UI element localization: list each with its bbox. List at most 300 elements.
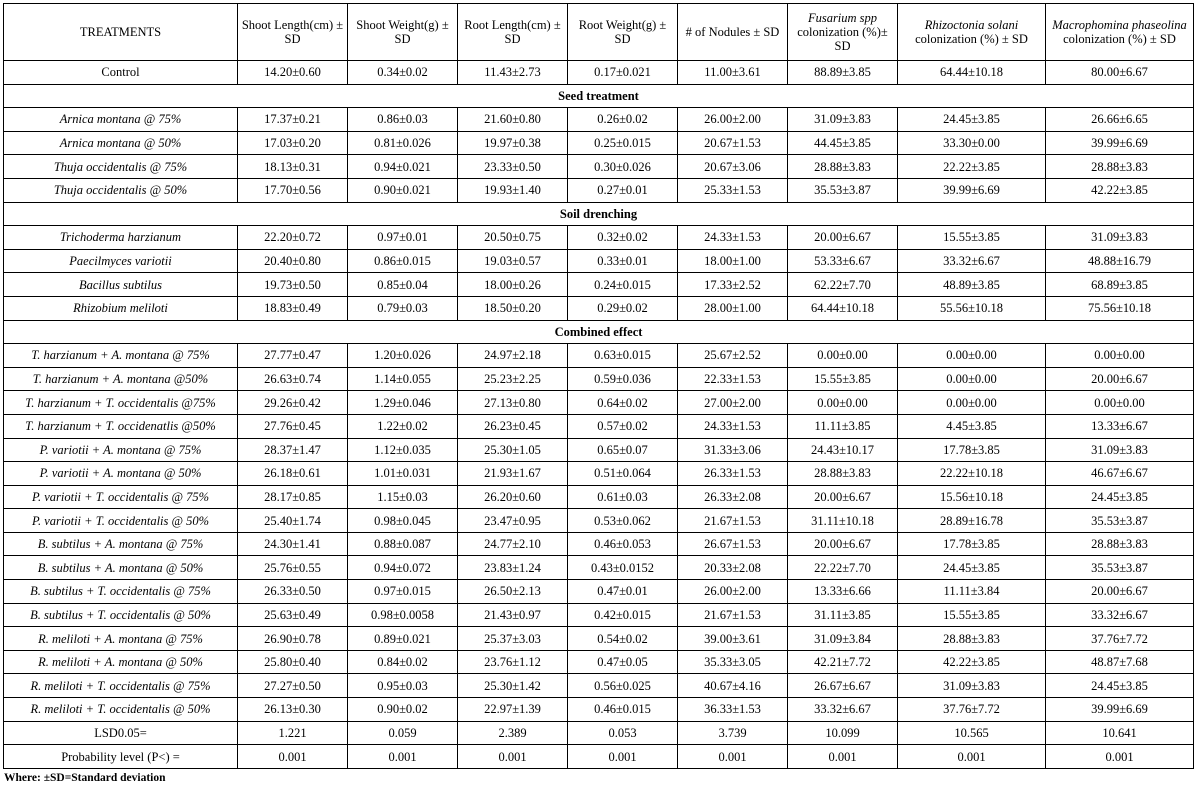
value-cell: 35.53±3.87 — [788, 178, 898, 202]
value-cell: 42.22±3.85 — [898, 650, 1046, 674]
value-cell: 0.43±0.0152 — [568, 556, 678, 580]
value-cell: 21.43±0.97 — [458, 603, 568, 627]
treatment-cell: R. meliloti + T. occidentalis @ 75% — [4, 674, 238, 698]
section-header-row — [4, 202, 1194, 226]
value-cell: 0.51±0.064 — [568, 462, 678, 486]
treatment-cell: Arnica montana @ 75% — [4, 108, 238, 132]
value-cell: 0.88±0.087 — [348, 532, 458, 556]
value-cell: 17.03±0.20 — [238, 131, 348, 155]
value-cell: 0.63±0.015 — [568, 344, 678, 368]
value-cell: 18.13±0.31 — [238, 155, 348, 179]
value-cell: 18.00±0.26 — [458, 273, 568, 297]
column-header — [348, 4, 458, 61]
table-row — [4, 674, 1194, 698]
value-cell: 14.20±0.60 — [238, 61, 348, 85]
section-label: Seed treatment — [4, 84, 1194, 108]
value-cell: 24.45±3.85 — [1046, 485, 1194, 509]
section-header-row — [4, 320, 1194, 344]
value-cell: 15.55±3.85 — [898, 603, 1046, 627]
section-label: Soil drenching — [4, 202, 1194, 226]
value-cell: 31.09±3.84 — [788, 627, 898, 651]
value-cell: 40.67±4.16 — [678, 674, 788, 698]
value-cell: 26.13±0.30 — [238, 698, 348, 722]
table-row — [4, 745, 1194, 769]
column-header — [788, 4, 898, 61]
table-row — [4, 131, 1194, 155]
value-cell: 0.59±0.036 — [568, 367, 678, 391]
table-row — [4, 532, 1194, 556]
value-cell: 18.00±1.00 — [678, 249, 788, 273]
value-cell: 26.90±0.78 — [238, 627, 348, 651]
value-cell: 37.76±7.72 — [898, 698, 1046, 722]
treatment-cell: T. harzianum + T. occidenatlis @50% — [4, 414, 238, 438]
value-cell: 19.93±1.40 — [458, 178, 568, 202]
table-row — [4, 627, 1194, 651]
value-cell: 0.42±0.015 — [568, 603, 678, 627]
value-cell: 28.88±3.83 — [788, 462, 898, 486]
treatment-cell: T. harzianum + T. occidentalis @75% — [4, 391, 238, 415]
value-cell: 0.001 — [348, 745, 458, 769]
table-row — [4, 249, 1194, 273]
treatment-cell: Rhizobium meliloti — [4, 296, 238, 320]
table-row — [4, 226, 1194, 250]
value-cell: 25.63±0.49 — [238, 603, 348, 627]
value-cell: 25.80±0.40 — [238, 650, 348, 674]
value-cell: 20.00±6.67 — [788, 532, 898, 556]
value-cell: 1.22±0.02 — [348, 414, 458, 438]
value-cell: 0.57±0.02 — [568, 414, 678, 438]
value-cell: 0.86±0.03 — [348, 108, 458, 132]
column-header-text: colonization (%) ± SD — [1063, 32, 1176, 46]
value-cell: 33.32±6.67 — [898, 249, 1046, 273]
column-header — [678, 4, 788, 61]
value-cell: 31.33±3.06 — [678, 438, 788, 462]
column-header-text: colonization (%) ± SD — [915, 32, 1028, 46]
table-row — [4, 344, 1194, 368]
value-cell: 0.97±0.015 — [348, 580, 458, 604]
value-cell: 26.67±1.53 — [678, 532, 788, 556]
value-cell: 0.61±0.03 — [568, 485, 678, 509]
column-header-species: Fusarium spp — [807, 11, 878, 25]
value-cell: 26.20±0.60 — [458, 485, 568, 509]
table-body — [4, 61, 1194, 769]
value-cell: 26.50±2.13 — [458, 580, 568, 604]
value-cell: 26.33±1.53 — [678, 462, 788, 486]
value-cell: 22.22±10.18 — [898, 462, 1046, 486]
value-cell: 48.87±7.68 — [1046, 650, 1194, 674]
value-cell: 13.33±6.67 — [1046, 414, 1194, 438]
value-cell: 31.09±3.83 — [1046, 226, 1194, 250]
value-cell: 0.059 — [348, 721, 458, 745]
value-cell: 2.389 — [458, 721, 568, 745]
value-cell: 28.37±1.47 — [238, 438, 348, 462]
column-header-text: # of Nodules ± SD — [685, 25, 780, 39]
table-row — [4, 721, 1194, 745]
value-cell: 27.77±0.47 — [238, 344, 348, 368]
table-row — [4, 414, 1194, 438]
value-cell: 11.00±3.61 — [678, 61, 788, 85]
value-cell: 26.66±6.65 — [1046, 108, 1194, 132]
value-cell: 1.12±0.035 — [348, 438, 458, 462]
value-cell: 0.24±0.015 — [568, 273, 678, 297]
value-cell: 48.89±3.85 — [898, 273, 1046, 297]
table-row — [4, 580, 1194, 604]
value-cell: 0.90±0.021 — [348, 178, 458, 202]
value-cell: 31.11±3.85 — [788, 603, 898, 627]
value-cell: 42.22±3.85 — [1046, 178, 1194, 202]
value-cell: 18.50±0.20 — [458, 296, 568, 320]
value-cell: 21.60±0.80 — [458, 108, 568, 132]
value-cell: 1.221 — [238, 721, 348, 745]
value-cell: 27.00±2.00 — [678, 391, 788, 415]
column-header-species: Rhizoctonia solani — [924, 18, 1019, 32]
value-cell: 20.00±6.67 — [788, 485, 898, 509]
value-cell: 10.565 — [898, 721, 1046, 745]
value-cell: 31.09±3.83 — [1046, 438, 1194, 462]
value-cell: 68.89±3.85 — [1046, 273, 1194, 297]
value-cell: 24.45±3.85 — [898, 556, 1046, 580]
value-cell: 11.11±3.84 — [898, 580, 1046, 604]
table-row — [4, 391, 1194, 415]
value-cell: 28.00±1.00 — [678, 296, 788, 320]
value-cell: 0.25±0.015 — [568, 131, 678, 155]
value-cell: 25.67±2.52 — [678, 344, 788, 368]
treatment-cell: P. variotii + T. occidentalis @ 75% — [4, 485, 238, 509]
value-cell: 0.001 — [568, 745, 678, 769]
value-cell: 25.76±0.55 — [238, 556, 348, 580]
value-cell: 62.22±7.70 — [788, 273, 898, 297]
value-cell: 0.001 — [458, 745, 568, 769]
column-header-text: Root Length(cm) ± SD — [464, 18, 561, 46]
table-row — [4, 61, 1194, 85]
treatment-cell: B. subtilus + A. montana @ 50% — [4, 556, 238, 580]
value-cell: 20.00±6.67 — [1046, 367, 1194, 391]
value-cell: 26.33±2.08 — [678, 485, 788, 509]
value-cell: 35.53±3.87 — [1046, 556, 1194, 580]
value-cell: 0.81±0.026 — [348, 131, 458, 155]
value-cell: 55.56±10.18 — [898, 296, 1046, 320]
value-cell: 36.33±1.53 — [678, 698, 788, 722]
value-cell: 19.03±0.57 — [458, 249, 568, 273]
value-cell: 80.00±6.67 — [1046, 61, 1194, 85]
value-cell: 0.30±0.026 — [568, 155, 678, 179]
table-row — [4, 509, 1194, 533]
value-cell: 11.43±2.73 — [458, 61, 568, 85]
value-cell: 4.45±3.85 — [898, 414, 1046, 438]
value-cell: 17.33±2.52 — [678, 273, 788, 297]
value-cell: 19.73±0.50 — [238, 273, 348, 297]
treatment-cell: P. variotii + A. montana @ 50% — [4, 462, 238, 486]
value-cell: 18.83±0.49 — [238, 296, 348, 320]
treatment-cell: R. meliloti + T. occidentalis @ 50% — [4, 698, 238, 722]
treatment-cell: T. harzianum + A. montana @ 75% — [4, 344, 238, 368]
column-header-text: colonization (%)± SD — [797, 25, 888, 53]
value-cell: 0.34±0.02 — [348, 61, 458, 85]
value-cell: 29.26±0.42 — [238, 391, 348, 415]
value-cell: 0.95±0.03 — [348, 674, 458, 698]
value-cell: 0.84±0.02 — [348, 650, 458, 674]
value-cell: 1.20±0.026 — [348, 344, 458, 368]
value-cell: 11.11±3.85 — [788, 414, 898, 438]
value-cell: 1.01±0.031 — [348, 462, 458, 486]
value-cell: 24.97±2.18 — [458, 344, 568, 368]
value-cell: 17.37±0.21 — [238, 108, 348, 132]
value-cell: 33.32±6.67 — [788, 698, 898, 722]
value-cell: 0.053 — [568, 721, 678, 745]
value-cell: 42.21±7.72 — [788, 650, 898, 674]
column-header-text: Shoot Weight(g) ± SD — [356, 18, 449, 46]
treatment-cell: B. subtilus + A. montana @ 75% — [4, 532, 238, 556]
value-cell: 24.33±1.53 — [678, 226, 788, 250]
value-cell: 0.98±0.045 — [348, 509, 458, 533]
value-cell: 1.15±0.03 — [348, 485, 458, 509]
value-cell: 17.70±0.56 — [238, 178, 348, 202]
value-cell: 25.30±1.05 — [458, 438, 568, 462]
table-row — [4, 603, 1194, 627]
value-cell: 24.77±2.10 — [458, 532, 568, 556]
value-cell: 21.67±1.53 — [678, 603, 788, 627]
value-cell: 0.89±0.021 — [348, 627, 458, 651]
value-cell: 0.54±0.02 — [568, 627, 678, 651]
value-cell: 31.09±3.83 — [788, 108, 898, 132]
table-row — [4, 698, 1194, 722]
value-cell: 0.46±0.053 — [568, 532, 678, 556]
value-cell: 39.99±6.69 — [898, 178, 1046, 202]
column-header-text: TREATMENTS — [79, 25, 162, 39]
footnote: Where: ±SD=Standard deviation — [4, 772, 166, 784]
treatment-cell: Bacillus subtilus — [4, 273, 238, 297]
value-cell: 0.65±0.07 — [568, 438, 678, 462]
value-cell: 64.44±10.18 — [788, 296, 898, 320]
value-cell: 0.00±0.00 — [1046, 391, 1194, 415]
value-cell: 25.30±1.42 — [458, 674, 568, 698]
value-cell: 23.76±1.12 — [458, 650, 568, 674]
value-cell: 46.67±6.67 — [1046, 462, 1194, 486]
header-row — [4, 4, 1194, 61]
table-row — [4, 367, 1194, 391]
value-cell: 0.33±0.01 — [568, 249, 678, 273]
treatment-cell: P. variotii + T. occidentalis @ 50% — [4, 509, 238, 533]
value-cell: 0.32±0.02 — [568, 226, 678, 250]
treatment-cell: R. meliloti + A. montana @ 75% — [4, 627, 238, 651]
value-cell: 0.98±0.0058 — [348, 603, 458, 627]
section-header-row — [4, 84, 1194, 108]
value-cell: 35.53±3.87 — [1046, 509, 1194, 533]
value-cell: 15.55±3.85 — [898, 226, 1046, 250]
value-cell: 24.30±1.41 — [238, 532, 348, 556]
column-header — [458, 4, 568, 61]
column-header — [1046, 4, 1194, 61]
value-cell: 0.26±0.02 — [568, 108, 678, 132]
value-cell: 39.99±6.69 — [1046, 131, 1194, 155]
value-cell: 22.22±3.85 — [898, 155, 1046, 179]
table-row — [4, 296, 1194, 320]
value-cell: 53.33±6.67 — [788, 249, 898, 273]
value-cell: 35.33±3.05 — [678, 650, 788, 674]
value-cell: 0.56±0.025 — [568, 674, 678, 698]
value-cell: 23.83±1.24 — [458, 556, 568, 580]
table-row — [4, 155, 1194, 179]
treatment-cell: Trichoderma harzianum — [4, 226, 238, 250]
value-cell: 23.33±0.50 — [458, 155, 568, 179]
value-cell: 0.001 — [788, 745, 898, 769]
treatment-cell: LSD0.05= — [4, 721, 238, 745]
value-cell: 20.00±6.67 — [788, 226, 898, 250]
value-cell: 1.29±0.046 — [348, 391, 458, 415]
value-cell: 23.47±0.95 — [458, 509, 568, 533]
column-header — [898, 4, 1046, 61]
value-cell: 0.86±0.015 — [348, 249, 458, 273]
value-cell: 20.40±0.80 — [238, 249, 348, 273]
value-cell: 0.17±0.021 — [568, 61, 678, 85]
table-row — [4, 650, 1194, 674]
value-cell: 28.17±0.85 — [238, 485, 348, 509]
section-label: Combined effect — [4, 320, 1194, 344]
value-cell: 24.33±1.53 — [678, 414, 788, 438]
value-cell: 0.00±0.00 — [1046, 344, 1194, 368]
value-cell: 25.37±3.03 — [458, 627, 568, 651]
treatment-cell: Arnica montana @ 50% — [4, 131, 238, 155]
value-cell: 64.44±10.18 — [898, 61, 1046, 85]
treatment-cell: P. variotii + A. montana @ 75% — [4, 438, 238, 462]
value-cell: 0.00±0.00 — [788, 391, 898, 415]
value-cell: 33.30±0.00 — [898, 131, 1046, 155]
value-cell: 26.67±6.67 — [788, 674, 898, 698]
value-cell: 27.76±0.45 — [238, 414, 348, 438]
value-cell: 21.67±1.53 — [678, 509, 788, 533]
table-row — [4, 273, 1194, 297]
value-cell: 15.55±3.85 — [788, 367, 898, 391]
value-cell: 44.45±3.85 — [788, 131, 898, 155]
value-cell: 0.29±0.02 — [568, 296, 678, 320]
value-cell: 28.88±3.83 — [788, 155, 898, 179]
value-cell: 1.14±0.055 — [348, 367, 458, 391]
value-cell: 0.001 — [678, 745, 788, 769]
value-cell: 19.97±0.38 — [458, 131, 568, 155]
value-cell: 20.67±1.53 — [678, 131, 788, 155]
value-cell: 0.00±0.00 — [898, 391, 1046, 415]
value-cell: 0.27±0.01 — [568, 178, 678, 202]
value-cell: 48.88±16.79 — [1046, 249, 1194, 273]
treatment-cell: B. subtilus + T. occidentalis @ 75% — [4, 580, 238, 604]
value-cell: 0.00±0.00 — [788, 344, 898, 368]
value-cell: 27.13±0.80 — [458, 391, 568, 415]
treatment-cell: Paecilmyces variotii — [4, 249, 238, 273]
value-cell: 26.18±0.61 — [238, 462, 348, 486]
value-cell: 0.97±0.01 — [348, 226, 458, 250]
value-cell: 22.97±1.39 — [458, 698, 568, 722]
value-cell: 0.001 — [898, 745, 1046, 769]
value-cell: 26.33±0.50 — [238, 580, 348, 604]
value-cell: 24.43±10.17 — [788, 438, 898, 462]
table-row — [4, 438, 1194, 462]
value-cell: 3.739 — [678, 721, 788, 745]
table-row — [4, 462, 1194, 486]
value-cell: 26.63±0.74 — [238, 367, 348, 391]
column-header-text: Root Weight(g) ± SD — [578, 18, 667, 46]
value-cell: 27.27±0.50 — [238, 674, 348, 698]
value-cell: 20.00±6.67 — [1046, 580, 1194, 604]
value-cell: 0.53±0.062 — [568, 509, 678, 533]
value-cell: 37.76±7.72 — [1046, 627, 1194, 651]
table-row — [4, 485, 1194, 509]
value-cell: 0.00±0.00 — [898, 367, 1046, 391]
value-cell: 24.45±3.85 — [1046, 674, 1194, 698]
value-cell: 13.33±6.66 — [788, 580, 898, 604]
value-cell: 31.09±3.83 — [898, 674, 1046, 698]
table-row — [4, 178, 1194, 202]
value-cell: 0.47±0.01 — [568, 580, 678, 604]
value-cell: 39.00±3.61 — [678, 627, 788, 651]
value-cell: 0.85±0.04 — [348, 273, 458, 297]
value-cell: 0.47±0.05 — [568, 650, 678, 674]
value-cell: 28.88±3.83 — [1046, 532, 1194, 556]
value-cell: 28.88±3.83 — [1046, 155, 1194, 179]
value-cell: 31.11±10.18 — [788, 509, 898, 533]
treatment-cell: B. subtilus + T. occidentalis @ 50% — [4, 603, 238, 627]
value-cell: 17.78±3.85 — [898, 438, 1046, 462]
value-cell: 25.33±1.53 — [678, 178, 788, 202]
value-cell: 10.099 — [788, 721, 898, 745]
column-header — [568, 4, 678, 61]
results-table — [3, 3, 1194, 769]
treatment-cell: Control — [4, 61, 238, 85]
value-cell: 0.001 — [238, 745, 348, 769]
table-row — [4, 108, 1194, 132]
value-cell: 0.46±0.015 — [568, 698, 678, 722]
treatment-cell: Probability level (P<) = — [4, 745, 238, 769]
value-cell: 22.20±0.72 — [238, 226, 348, 250]
value-cell: 10.641 — [1046, 721, 1194, 745]
value-cell: 25.40±1.74 — [238, 509, 348, 533]
value-cell: 75.56±10.18 — [1046, 296, 1194, 320]
value-cell: 20.50±0.75 — [458, 226, 568, 250]
column-header-species: Macrophomina phaseolina — [1052, 18, 1187, 32]
column-header — [4, 4, 238, 61]
value-cell: 0.94±0.021 — [348, 155, 458, 179]
value-cell: 0.64±0.02 — [568, 391, 678, 415]
value-cell: 22.33±1.53 — [678, 367, 788, 391]
treatment-cell: Thuja occidentalis @ 75% — [4, 155, 238, 179]
value-cell: 25.23±2.25 — [458, 367, 568, 391]
value-cell: 0.001 — [1046, 745, 1194, 769]
table-row — [4, 556, 1194, 580]
value-cell: 20.33±2.08 — [678, 556, 788, 580]
treatment-cell: Thuja occidentalis @ 50% — [4, 178, 238, 202]
value-cell: 0.79±0.03 — [348, 296, 458, 320]
column-header-text: Shoot Length(cm) ± SD — [241, 18, 344, 46]
value-cell: 33.32±6.67 — [1046, 603, 1194, 627]
treatment-cell: T. harzianum + A. montana @50% — [4, 367, 238, 391]
value-cell: 26.00±2.00 — [678, 580, 788, 604]
value-cell: 88.89±3.85 — [788, 61, 898, 85]
value-cell: 39.99±6.69 — [1046, 698, 1194, 722]
value-cell: 20.67±3.06 — [678, 155, 788, 179]
column-header — [238, 4, 348, 61]
value-cell: 0.90±0.02 — [348, 698, 458, 722]
value-cell: 17.78±3.85 — [898, 532, 1046, 556]
treatment-cell: R. meliloti + A. montana @ 50% — [4, 650, 238, 674]
value-cell: 26.00±2.00 — [678, 108, 788, 132]
value-cell: 22.22±7.70 — [788, 556, 898, 580]
value-cell: 24.45±3.85 — [898, 108, 1046, 132]
value-cell: 28.89±16.78 — [898, 509, 1046, 533]
value-cell: 0.94±0.072 — [348, 556, 458, 580]
value-cell: 28.88±3.83 — [898, 627, 1046, 651]
value-cell: 15.56±10.18 — [898, 485, 1046, 509]
value-cell: 0.00±0.00 — [898, 344, 1046, 368]
value-cell: 21.93±1.67 — [458, 462, 568, 486]
